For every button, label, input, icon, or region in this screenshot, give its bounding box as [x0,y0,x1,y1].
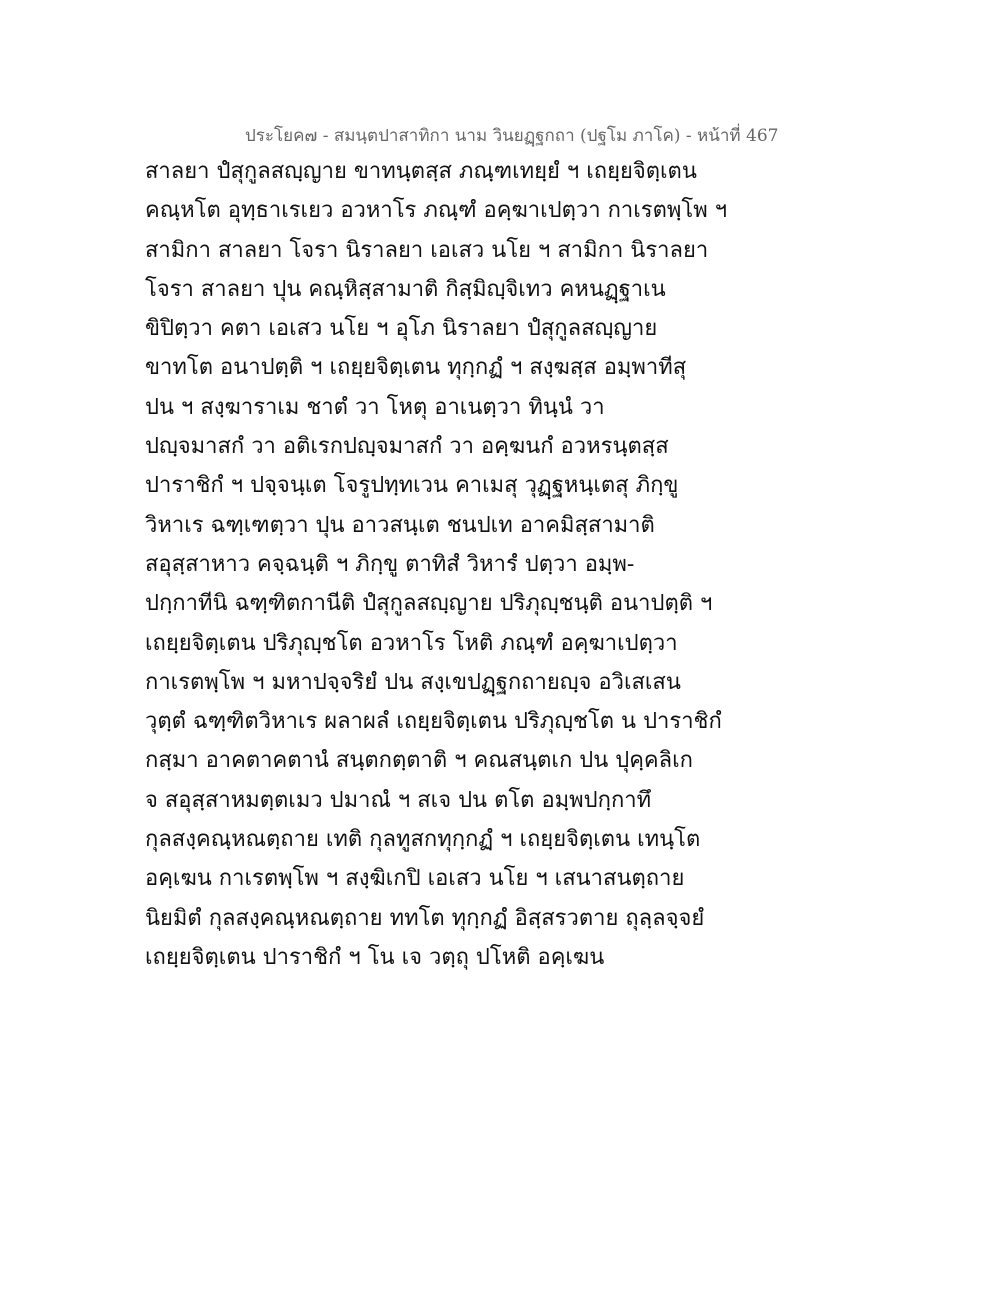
text-line: สอุสฺสาหาว คจฺฉนฺติ ฯ ภิกฺขู ตาทิสํ วิหารํ ปตฺวา อมฺพ- [145,551,635,577]
body-text [145,152,845,977]
text-line: อคฺเฆน กาเรตพฺโพ ฯ สงฺฆิเกปิ เอเสว นโย ฯ เสนาสนตฺถาย [145,866,685,892]
text-line: ปาราชิกํ ฯ ปจฺจนฺเต โจรูปทฺทเวน คาเมสุ วุฏฺฐหนฺเตสุ ภิกฺขู [145,473,679,499]
text-line: ปญฺจมาสกํ วา อติเรกปญฺจมาสกํ วา อคฺฆนกํ อวหรนฺตสฺส [145,434,669,460]
text-line: จ สอุสฺสาหมตฺตเมว ปมาณํ ฯ สเจ ปน ตโต อมฺพปกฺกาทึ [145,787,652,813]
page-header: ประโยค๗ - สมนฺตปาสาทิกา นาม วินยฏฺฐกถา (ปฐโม ภาโค) - หน้าที่ 467 [245,126,779,146]
text-line: ปกฺกาทีนิ ฉฑฺฑิตกานีติ ปํสุกูลสญฺญาย ปริภุญฺชนฺติ อนาปตฺติ ฯ [145,591,713,617]
text-line: เถยฺยจิตฺเตน ปริภุญฺชโต อวหาโร โหติ ภณฺฑํ อคฺฆาเปตฺวา [145,630,678,656]
text-line: โจรา สาลยา ปุน คณฺหิสฺสามาติ กิสฺมิญฺจิเทว คหนฏฺฐาเน [145,276,666,302]
text-line: ขิปิตฺวา คตา เอเสว นโย ฯ อุโภ นิราลยา ปํสุกูลสญฺญาย [145,316,658,342]
text-line: วิหาเร ฉฑฺเฑตฺวา ปุน อาวสนฺเต ชนปเท อาคมิสฺสามาติ [145,512,655,538]
text-line: คณฺหโต อุทฺธาเรเยว อวหาโร ภณฺฑํ อคฺฆาเปตฺวา กาเรตพฺโพ ฯ [145,198,728,224]
text-line: นิยมิตํ กุลสงฺคณฺหณตฺถาย ททโต ทุกฺกฏํ อิสฺสรวตาย ถุลฺลจฺจยํ [145,905,705,931]
text-line: กสฺมา อาคตาคตานํ สนฺตกตฺตาติ ฯ คณสนฺตเก ปน ปุคฺคลิเก [145,748,693,774]
text-line: วุตฺตํ ฉฑฺฑิตวิหาเร ผลาผลํ เถยฺยจิตฺเตน ปริภุญฺชโต น ปาราชิกํ [145,709,722,735]
text-line: ปน ฯ สงฺฆาราเม ชาตํ วา โหตุ อาเนตฺวา ทินฺนํ วา [145,394,605,420]
text-line: กาเรตพฺโพ ฯ มหาปจฺจริยํ ปน สงฺเขปฏฺฐกถายญฺจ อวิเสเสน [145,669,681,695]
text-line: สาลยา ปํสุกูลสญฺญาย ขาทนฺตสฺส ภณฺฑเทยฺยํ ฯ เถยฺยจิตฺเตน [145,159,697,184]
text-line: เถยฺยจิตฺเตน ปาราชิกํ ฯ โน เจ วตฺถุ ปโหติ อคฺเฆน [145,944,605,970]
text-line: กุลสงฺคณฺหณตฺถาย เทติ กุลทูสกทุกฺกฏํ ฯ เถยฺยจิตฺเตน เทนฺโต [145,827,701,853]
text-line: ขาทโต อนาปตฺติ ฯ เถยฺยจิตฺเตน ทุกฺกฏํ ฯ สงฺฆสฺส อมฺพาทีสุ [145,355,687,381]
text-line: สามิกา สาลยา โจรา นิราลยา เอเสว นโย ฯ สามิกา นิราลยา [145,237,709,263]
